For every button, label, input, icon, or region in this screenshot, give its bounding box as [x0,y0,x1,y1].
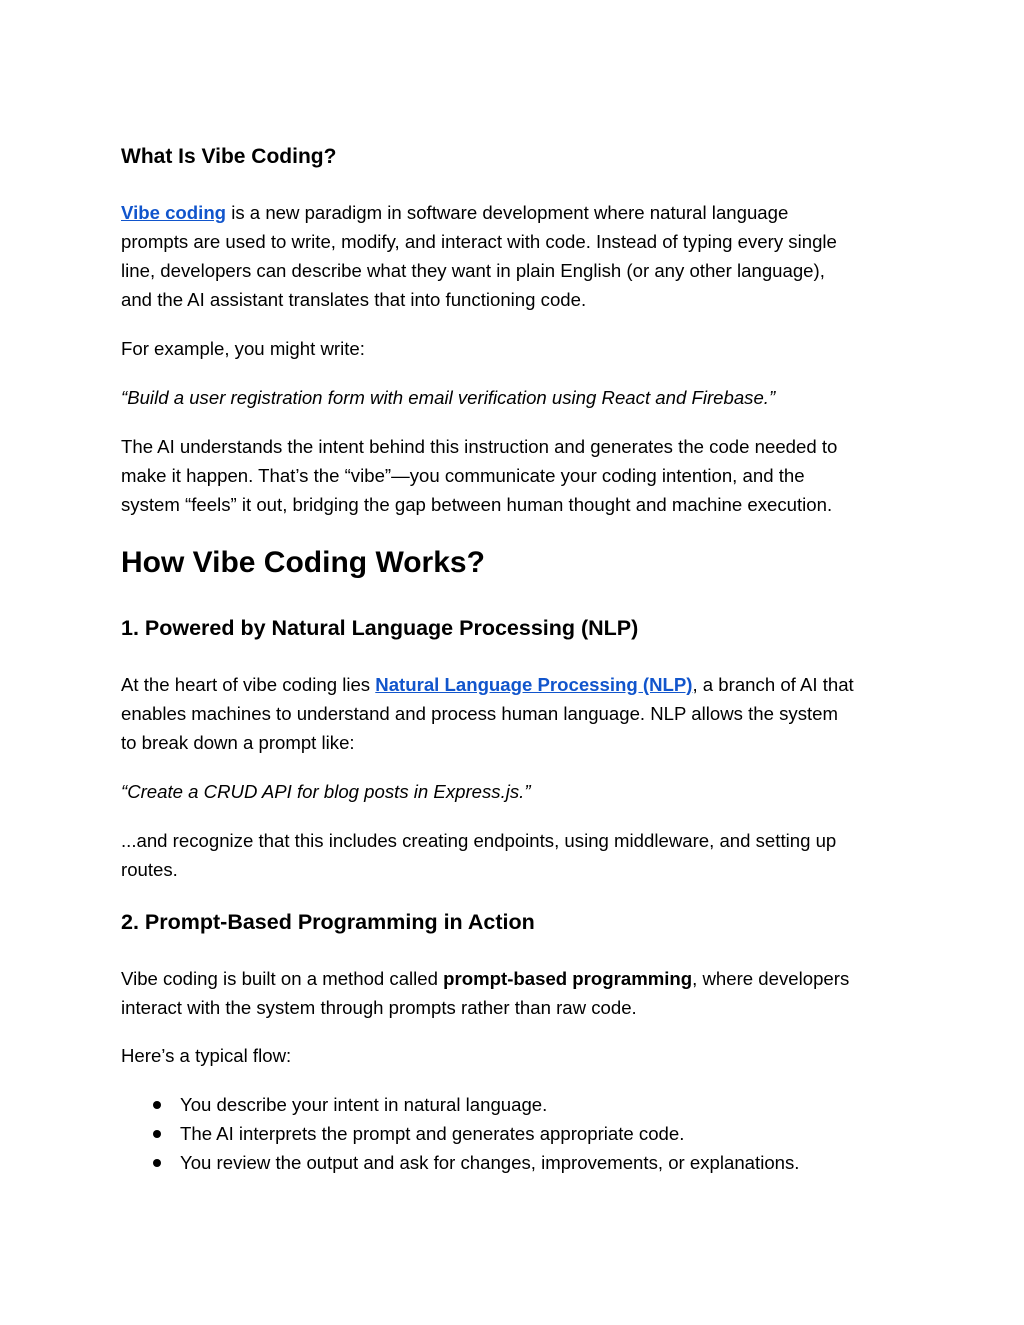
intro-paragraph [121,198,901,314]
intro-line-4: and the AI assistant translates that into functioning code. [121,289,587,310]
bullet-dot-icon [153,1101,161,1109]
prompt-paragraph [121,964,901,1022]
nlp-line-1-post: , a branch of AI that [692,674,854,695]
nlp-line-1 [121,670,901,699]
prompt-based-programming-term: prompt-based programming [443,968,693,989]
intro-line-3: line, developers can describe what they want in plain English (or any other language), [121,260,825,281]
example-quote: “Build a user registration form with email verification using React and Firebase.” [121,387,776,408]
crud-quote: “Create a CRUD API for blog posts in Express.js.” [121,781,531,802]
subheading-prompt-based: 2. Prompt-Based Programming in Action [121,910,535,934]
explain-paragraph [121,432,901,519]
explain-line-2: make it happen. That’s the “vibe”—you communicate your coding intention, and the [121,465,805,486]
explain-line-3: system “feels” it out, bridging the gap between human thought and machine execution. [121,494,833,515]
bullet-dot-icon [153,1130,161,1138]
bullet-text: You review the output and ask for changes, improvements, or explanations. [180,1152,800,1173]
vibe-coding-link[interactable]: Vibe coding [121,202,227,223]
follow-line-2: routes. [121,859,178,880]
subheading-nlp: 1. Powered by Natural Language Processing (NLP) [121,616,639,640]
bullet-text: You describe your intent in natural language. [180,1094,548,1115]
list-item [121,1090,799,1119]
section-heading-what-is-vibe-coding: What Is Vibe Coding? [121,145,337,168]
prompt-line-1 [121,964,901,993]
list-item [121,1119,799,1148]
flow-lead: Here’s a typical flow: [121,1045,292,1066]
flow-bullet-list [121,1090,799,1177]
bullet-dot-icon [153,1159,161,1167]
example-lead: For example, you might write: [121,338,365,359]
section-heading-how-vibe-coding-works: How Vibe Coding Works? [121,546,485,579]
intro-line-1-text: is a new paradigm in software development where natural language [226,202,789,223]
nlp-paragraph [121,670,901,757]
nlp-line-3: to break down a prompt like: [121,732,355,753]
prompt-line-1-post: , where developers [692,968,850,989]
follow-line-1: ...and recognize that this includes creating endpoints, using middleware, and setting up [121,830,837,851]
follow-paragraph [121,826,901,884]
nlp-line-1-pre: At the heart of vibe coding lies [121,674,376,695]
prompt-line-2: interact with the system through prompts rather than raw code. [121,997,637,1018]
intro-line-2: prompts are used to write, modify, and interact with code. Instead of typing every single [121,231,837,252]
bullet-text: The AI interprets the prompt and generates appropriate code. [180,1123,685,1144]
prompt-line-1-pre: Vibe coding is built on a method called [121,968,444,989]
list-item [121,1148,799,1177]
nlp-link[interactable]: Natural Language Processing (NLP) [375,674,693,695]
intro-line-1 [121,198,901,227]
explain-line-1: The AI understands the intent behind this instruction and generates the code needed to [121,436,838,457]
nlp-line-2: enables machines to understand and process human language. NLP allows the system [121,703,838,724]
